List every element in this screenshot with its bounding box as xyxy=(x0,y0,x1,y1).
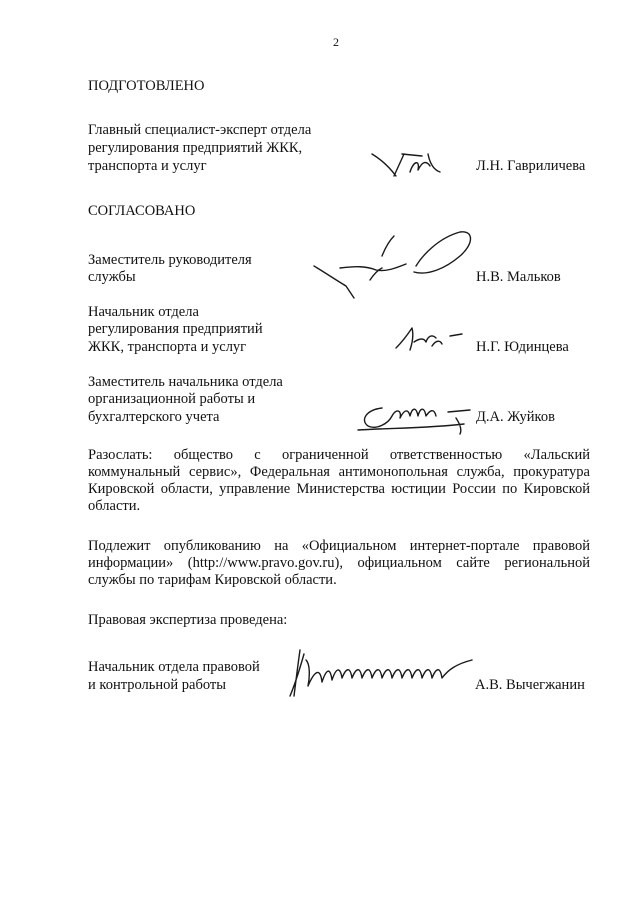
signature-gavrilicheva xyxy=(368,146,448,186)
legal-review-position-line: и контрольной работы xyxy=(88,677,226,693)
signer-position-line: службы xyxy=(88,269,136,285)
page-number: 2 xyxy=(333,35,339,49)
signer-position-line: организационной работы и xyxy=(88,391,256,407)
signer-position-line: Начальник отдела xyxy=(88,304,199,320)
signature-malkov xyxy=(310,226,480,302)
legal-review-name: А.В. Вычегжанин xyxy=(475,677,585,693)
agreed-heading: СОГЛАСОВАНО xyxy=(88,203,196,219)
prepared-heading: ПОДГОТОВЛЕНО xyxy=(88,78,205,94)
legal-review-position-line: Начальник отдела правовой xyxy=(88,659,260,675)
signer-position-line: бухгалтерского учета xyxy=(88,409,220,425)
signer-position-line: регулирования предприятий xyxy=(88,321,263,337)
signer-position-line: Заместитель руководителя xyxy=(88,252,252,268)
publication-paragraph: Подлежит опубликованию на «Официальном интернет-портале правовой информации» (http://www.pravo.gov.ru), официальном сайте региональной службы по тарифам Кировской области. xyxy=(88,538,590,588)
signer-name: Д.А. Жуйков xyxy=(476,409,555,425)
signer-name: Н.В. Мальков xyxy=(476,269,561,285)
prepared-position-line: регулирования предприятий ЖКК, xyxy=(88,140,303,156)
distribution-paragraph: Разослать: общество с ограниченной ответственностью «Лальский коммунальный сервис», Федеральная антимонопольная служба, прокуратура Кировской области, управление Министерства юстиции России по Кировской области. xyxy=(88,447,590,514)
prepared-position-line: транспорта и услуг xyxy=(88,158,207,174)
signature-vychegzhanin xyxy=(286,646,482,702)
signer-position-line: ЖКК, транспорта и услуг xyxy=(88,339,247,355)
legal-review-statement: Правовая экспертиза проведена: xyxy=(88,612,288,628)
signer-position-line: Заместитель начальника отдела xyxy=(88,374,283,390)
prepared-name: Л.Н. Гавриличева xyxy=(476,158,586,174)
signature-yudintseva xyxy=(392,324,472,356)
signature-zhuikov xyxy=(352,394,476,438)
prepared-position-line: Главный специалист-эксперт отдела xyxy=(88,122,312,138)
signer-name: Н.Г. Юдинцева xyxy=(476,339,569,355)
